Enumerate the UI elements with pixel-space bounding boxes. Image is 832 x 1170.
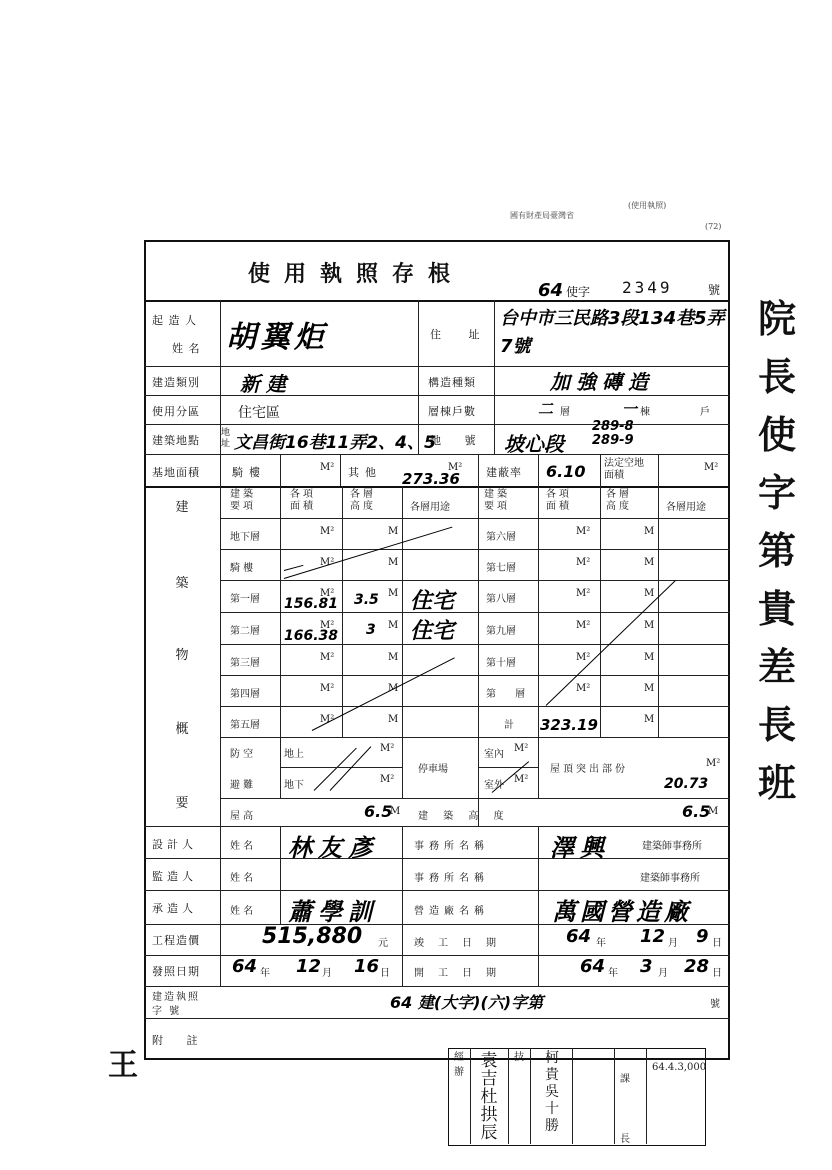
floor-1-label: 第一層 [230, 594, 260, 605]
unit-m: M [388, 620, 399, 631]
unit-m: M [388, 588, 399, 599]
left-margin-char: 王 [108, 1048, 138, 1083]
eaves-label: 屋 高 [230, 811, 254, 822]
supervisor-office-suffix: 建築師事務所 [640, 873, 700, 884]
shelter-above: 地上 [284, 749, 304, 760]
arcade-unit: M² [320, 462, 335, 473]
address-label: 住 址 [430, 328, 492, 341]
unit-day: 日 [712, 938, 722, 949]
unit-day: 日 [712, 968, 722, 979]
permit-label-top: 建造執照 [152, 992, 200, 1003]
unit-m: M [644, 588, 655, 599]
issue-year: 64 [232, 956, 258, 977]
signoff-chief-label: 課長 [620, 1074, 630, 1145]
building-type-label: 建造類別 [152, 376, 200, 389]
unit-m: M [388, 714, 399, 725]
finish-day: 9 [696, 926, 709, 947]
structure-label: 構造種類 [428, 376, 476, 389]
building-side-2: 築 [175, 576, 189, 591]
cost-value: 515,880 [262, 924, 363, 949]
applicant-label-bottom: 姓 名 [172, 342, 201, 355]
issue-label: 發照日期 [152, 965, 200, 978]
start-day: 28 [684, 956, 710, 977]
unit-month: 月 [658, 968, 668, 979]
structure-value: 加強磚造 [550, 370, 654, 394]
floor-8-label: 第八層 [486, 594, 516, 605]
total-area: 323.19 [540, 716, 598, 734]
signoff-tech-name: 柯貴吳十勝 [545, 1050, 559, 1134]
col-height-right: 各層高度 [606, 489, 632, 512]
parking-outdoor: 室外 [484, 780, 504, 791]
arcade-label: 騎樓 [232, 466, 266, 479]
floor-arcade-label: 騎 樓 [230, 563, 254, 574]
col-area-right: 各項面積 [546, 489, 572, 512]
floor-2-area: 166.38 [284, 628, 339, 644]
shelter-below: 地下 [284, 780, 304, 791]
floor-5-label: 第五層 [230, 720, 260, 731]
issue-day: 16 [354, 956, 380, 977]
unit-m2: M² [576, 652, 591, 663]
finish-month: 12 [640, 926, 666, 947]
floor-1-height: 3.5 [354, 592, 379, 608]
unit-m: M [644, 526, 655, 537]
floor-2-label: 第二層 [230, 626, 260, 637]
start-year: 64 [580, 956, 606, 977]
supervisor-label: 監造人 [152, 870, 197, 883]
floor-b1-label: 地下層 [230, 532, 260, 543]
parking-label: 停車場 [418, 764, 448, 775]
unit-m2: M² [514, 743, 529, 754]
roof-label: 屋頂突出部份 [550, 764, 628, 775]
cost-unit: 元 [378, 938, 388, 949]
right-margin-notes: 院長 使字第 貴 差 長 班 [757, 297, 796, 805]
signoff-tech-label: 技 [514, 1052, 524, 1063]
col-use-right: 各層用途 [666, 502, 706, 513]
other-unit: M² [448, 462, 463, 473]
unit-m: M [644, 557, 655, 568]
households-unit: 戶 [700, 407, 710, 418]
coverage-value: 6.10 [546, 462, 586, 481]
building-side-3: 物 [175, 648, 189, 663]
location-addr-prefix: 地址 [221, 428, 231, 449]
col-use-left: 各層用途 [410, 502, 450, 513]
applicant-label-top: 起 造 人 [152, 314, 197, 327]
other-label: 其他 [348, 466, 382, 479]
unit-m: M [388, 652, 399, 663]
legal-open-unit: M² [704, 462, 719, 473]
designer-name-label: 姓 名 [230, 841, 254, 852]
floors-unit: 層 [560, 407, 570, 418]
contractor-name-label: 姓 名 [230, 906, 254, 917]
shelter-label-2: 避 難 [230, 780, 254, 791]
form-title: 使用執照存根 [248, 261, 465, 287]
floors-count: 二 [538, 400, 554, 418]
buildings-unit: 棟 [640, 407, 650, 418]
col-area-left: 各項面積 [290, 489, 316, 512]
unit-m2: M² [380, 774, 395, 785]
unit-m: M [388, 526, 399, 537]
unit-m2: M² [576, 620, 591, 631]
finish-label: 竣工日期 [414, 938, 510, 949]
cost-label: 工程造價 [152, 934, 200, 947]
parking-indoor: 室內 [484, 749, 504, 760]
permit-year: 64 [538, 280, 564, 301]
roof-value: 20.73 [664, 776, 709, 792]
signoff-stamp: 64.4.3,000 [652, 1062, 707, 1073]
designer-label: 設計人 [152, 838, 197, 851]
unit-m2: M² [320, 557, 335, 568]
contractor-firm: 萬國營造廠 [552, 898, 692, 926]
issue-month: 12 [296, 956, 322, 977]
floor-2-height: 3 [366, 622, 376, 638]
designer-office-suffix: 建築師事務所 [642, 841, 702, 852]
floor-4-label: 第四層 [230, 689, 260, 700]
coverage-label: 建蔽率 [486, 466, 522, 479]
lot-numbers: 289-8 289-9 [592, 419, 634, 448]
stamp-top-right: (使用執照) [628, 201, 667, 210]
unit-year: 年 [608, 968, 618, 979]
permit-number-suffix: 號 [710, 999, 720, 1010]
lot-label: 地 號 [430, 434, 486, 447]
unit-m2: M² [576, 683, 591, 694]
signoff-clerk-label: 經辦 [454, 1052, 464, 1078]
permit-label-bottom: 字 號 [152, 1006, 182, 1017]
legal-open-label: 法定空地面積 [604, 458, 644, 481]
unit-m2: M² [706, 758, 721, 769]
col-height-left: 各層高度 [350, 489, 376, 512]
signoff-clerk-name: 袁吉杜拱辰 [480, 1051, 498, 1143]
unit-year: 年 [260, 968, 270, 979]
unit-m2: M² [576, 526, 591, 537]
permit-prefix: 使字 [566, 285, 591, 299]
building-height-value: 6.5 [682, 802, 711, 821]
floor-10-label: 第十層 [486, 658, 516, 669]
unit-m: M [644, 714, 655, 725]
unit-m2: M² [320, 620, 335, 631]
floors-label: 層棟戶數 [428, 405, 476, 418]
shelter-label-1: 防 空 [230, 749, 254, 760]
lot-value: 坡心段 [504, 432, 564, 456]
zoning-value: 住宅區 [238, 405, 280, 421]
contractor-label: 承造人 [152, 902, 197, 915]
location-label: 建築地點 [152, 434, 200, 447]
designer-office-label: 事務所名稱 [414, 841, 489, 852]
unit-m: M [388, 683, 399, 694]
eaves-value: 6.5 [364, 802, 393, 821]
site-area-label: 基地面積 [152, 466, 200, 479]
supervisor-name-label: 姓 名 [230, 873, 254, 884]
floor-6-label: 第六層 [486, 532, 516, 543]
buildings-count: 一 [622, 400, 638, 418]
building-side-4: 概 [175, 722, 189, 737]
permit-number: 2349 [622, 278, 673, 297]
building-side-1: 建 [175, 500, 189, 515]
start-month: 3 [640, 956, 653, 977]
building-side-5: 要 [175, 796, 189, 811]
unit-m: M [644, 620, 655, 631]
stamp-top-left: 國有財產局臺灣省 [510, 211, 574, 220]
floor-n-label: 第 層 [486, 689, 534, 700]
unit-m2: M² [576, 557, 591, 568]
unit-month: 月 [668, 938, 678, 949]
unit-m2: M² [514, 774, 529, 785]
col-item-left: 建築要項 [230, 489, 256, 512]
finish-year: 64 [566, 926, 592, 947]
floor-7-label: 第七層 [486, 563, 516, 574]
applicant-address: 台中市三民路3段134巷5弄7號 [500, 308, 725, 357]
applicant-name: 胡翼炬 [226, 320, 328, 355]
unit-day: 日 [380, 968, 390, 979]
unit-m2: M² [320, 652, 335, 663]
unit-m: M [644, 683, 655, 694]
unit-m2: M² [320, 714, 335, 725]
zoning-label: 使用分區 [152, 405, 200, 418]
building-height-label: 建 築 高 度 [418, 811, 510, 822]
contractor-firm-label: 營造廠名稱 [414, 906, 489, 917]
unit-month: 月 [322, 968, 332, 979]
designer-name: 林友彥 [288, 834, 378, 862]
col-item-right: 建築要項 [484, 489, 510, 512]
stamp-right-code: (72) [705, 222, 722, 231]
contractor-name: 蕭學訓 [288, 898, 378, 926]
start-label: 開工日期 [414, 968, 510, 979]
unit-m: M [644, 652, 655, 663]
permit-suffix: 號 [708, 283, 721, 297]
location-value: 文昌街16巷11弄2、4、5 [234, 433, 436, 453]
building-type-value: 新建 [240, 372, 292, 396]
unit-m: M [390, 806, 401, 817]
supervisor-office-label: 事務所名稱 [414, 873, 489, 884]
unit-m: M [708, 806, 719, 817]
floor-3-label: 第三層 [230, 658, 260, 669]
notes-label: 附 註 [152, 1034, 208, 1047]
other-value: 273.36 [402, 470, 460, 488]
unit-m2: M² [320, 588, 335, 599]
total-label: 計 [504, 720, 514, 731]
floor-1-area: 156.81 [284, 596, 339, 612]
unit-m2: M² [320, 683, 335, 694]
floor-2-use: 住宅 [410, 619, 455, 644]
unit-year: 年 [596, 938, 606, 949]
unit-m2: M² [576, 588, 591, 599]
unit-m: M [388, 557, 399, 568]
floor-9-label: 第九層 [486, 626, 516, 637]
unit-m2: M² [380, 743, 395, 754]
designer-office: 澤興 [550, 834, 610, 862]
floor-1-use: 住宅 [410, 589, 455, 614]
unit-m2: M² [320, 526, 335, 537]
permit-value: 64 建(大字)(六)字第 [390, 993, 544, 1012]
